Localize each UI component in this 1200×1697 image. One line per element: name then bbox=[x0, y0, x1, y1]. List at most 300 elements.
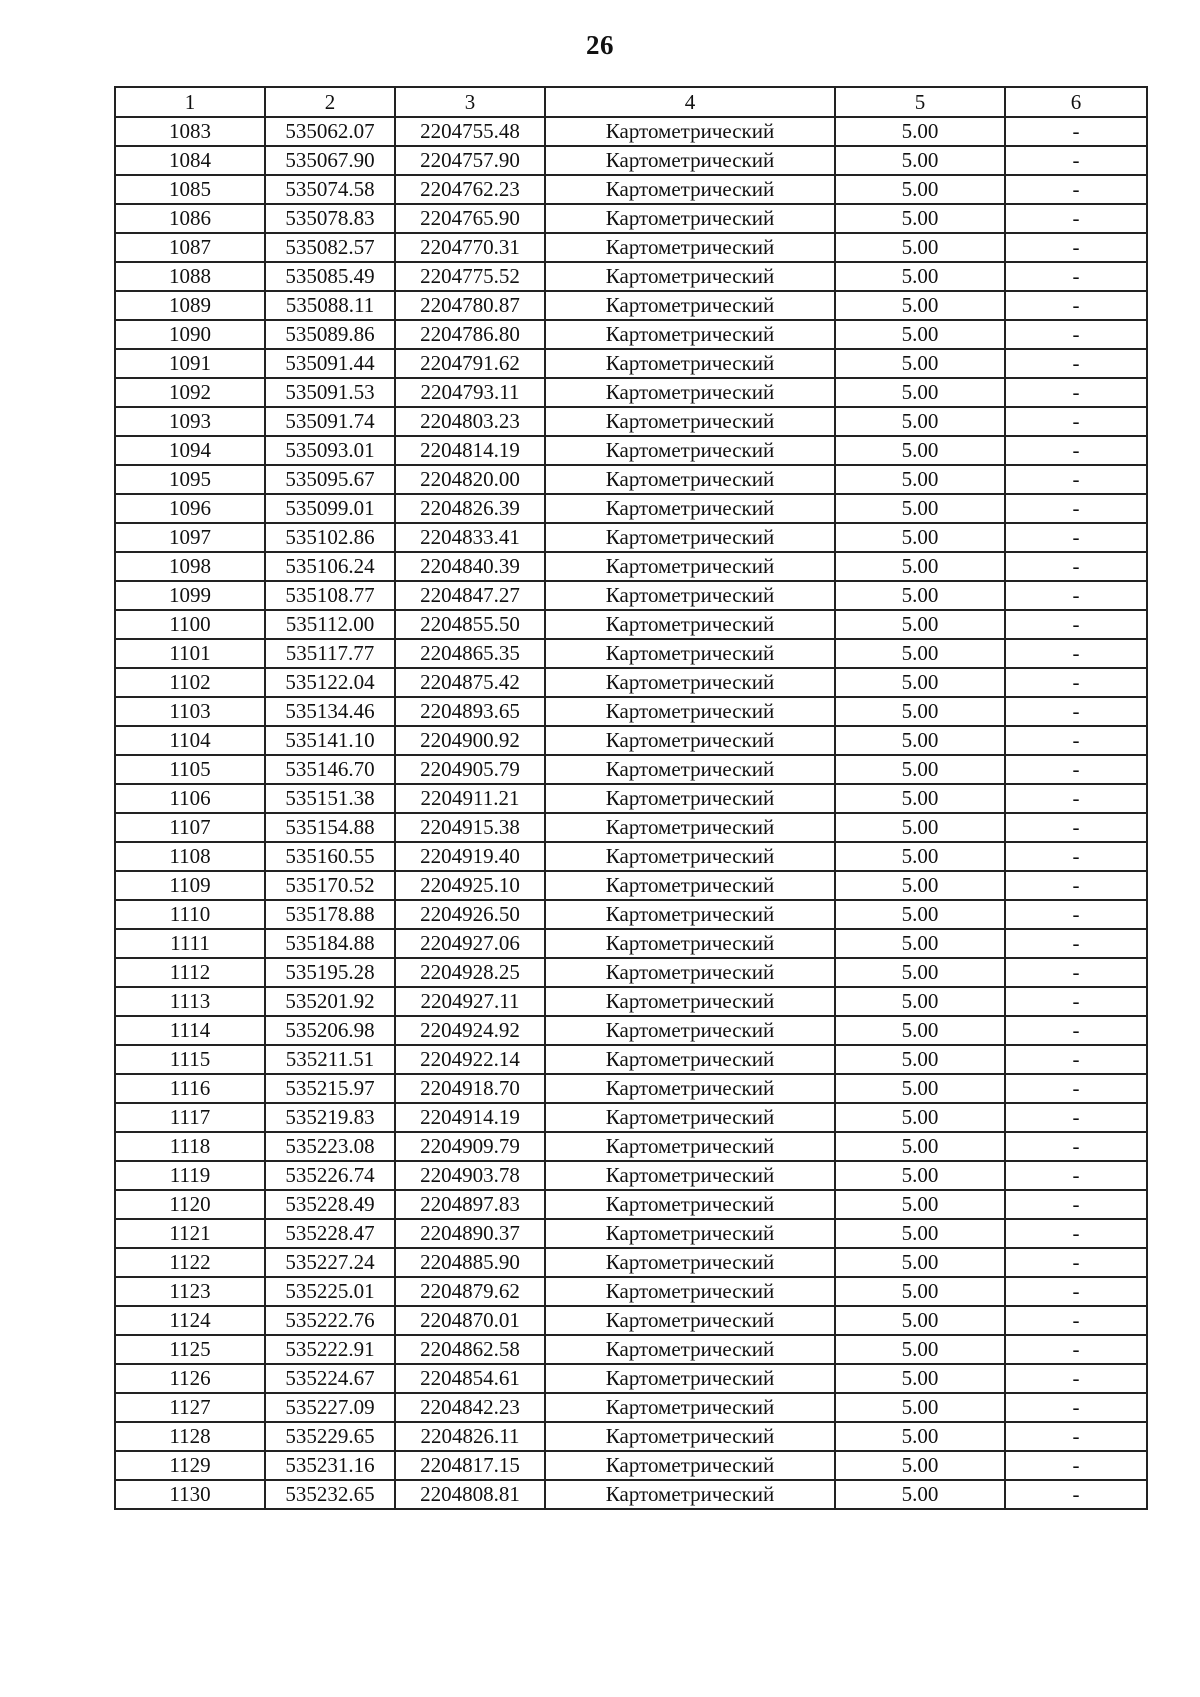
y-coordinate-cell: 2204879.62 bbox=[395, 1277, 545, 1306]
accuracy-cell: 5.00 bbox=[835, 900, 1005, 929]
y-coordinate-cell: 2204786.80 bbox=[395, 320, 545, 349]
x-coordinate-cell: 535228.49 bbox=[265, 1190, 395, 1219]
table-row bbox=[115, 987, 1147, 1016]
y-coordinate-cell: 2204911.21 bbox=[395, 784, 545, 813]
method-cell: Картометрический bbox=[545, 1103, 835, 1132]
y-coordinate-cell: 2204814.19 bbox=[395, 436, 545, 465]
description-cell: - bbox=[1005, 1132, 1147, 1161]
description-cell: - bbox=[1005, 1393, 1147, 1422]
y-coordinate-cell: 2204903.78 bbox=[395, 1161, 545, 1190]
description-cell: - bbox=[1005, 1306, 1147, 1335]
method-cell: Картометрический bbox=[545, 291, 835, 320]
x-coordinate-cell: 535226.74 bbox=[265, 1161, 395, 1190]
y-coordinate-cell: 2204780.87 bbox=[395, 291, 545, 320]
description-cell: - bbox=[1005, 465, 1147, 494]
column-header: 3 bbox=[395, 87, 545, 117]
accuracy-cell: 5.00 bbox=[835, 1045, 1005, 1074]
accuracy-cell: 5.00 bbox=[835, 1335, 1005, 1364]
point-number-cell: 1094 bbox=[115, 436, 265, 465]
method-cell: Картометрический bbox=[545, 407, 835, 436]
x-coordinate-cell: 535091.53 bbox=[265, 378, 395, 407]
accuracy-cell: 5.00 bbox=[835, 175, 1005, 204]
x-coordinate-cell: 535117.77 bbox=[265, 639, 395, 668]
y-coordinate-cell: 2204770.31 bbox=[395, 233, 545, 262]
method-cell: Картометрический bbox=[545, 1335, 835, 1364]
accuracy-cell: 5.00 bbox=[835, 958, 1005, 987]
x-coordinate-cell: 535106.24 bbox=[265, 552, 395, 581]
description-cell: - bbox=[1005, 436, 1147, 465]
point-number-cell: 1090 bbox=[115, 320, 265, 349]
accuracy-cell: 5.00 bbox=[835, 1074, 1005, 1103]
point-number-cell: 1107 bbox=[115, 813, 265, 842]
description-cell: - bbox=[1005, 1190, 1147, 1219]
accuracy-cell: 5.00 bbox=[835, 871, 1005, 900]
description-cell: - bbox=[1005, 204, 1147, 233]
table-row bbox=[115, 726, 1147, 755]
x-coordinate-cell: 535222.91 bbox=[265, 1335, 395, 1364]
y-coordinate-cell: 2204826.11 bbox=[395, 1422, 545, 1451]
x-coordinate-cell: 535102.86 bbox=[265, 523, 395, 552]
accuracy-cell: 5.00 bbox=[835, 1248, 1005, 1277]
method-cell: Картометрический bbox=[545, 175, 835, 204]
accuracy-cell: 5.00 bbox=[835, 639, 1005, 668]
description-cell: - bbox=[1005, 1277, 1147, 1306]
y-coordinate-cell: 2204922.14 bbox=[395, 1045, 545, 1074]
table-row bbox=[115, 523, 1147, 552]
y-coordinate-cell: 2204775.52 bbox=[395, 262, 545, 291]
accuracy-cell: 5.00 bbox=[835, 1103, 1005, 1132]
x-coordinate-cell: 535099.01 bbox=[265, 494, 395, 523]
description-cell: - bbox=[1005, 1480, 1147, 1509]
accuracy-cell: 5.00 bbox=[835, 784, 1005, 813]
description-cell: - bbox=[1005, 494, 1147, 523]
description-cell: - bbox=[1005, 958, 1147, 987]
description-cell: - bbox=[1005, 755, 1147, 784]
point-number-cell: 1127 bbox=[115, 1393, 265, 1422]
accuracy-cell: 5.00 bbox=[835, 465, 1005, 494]
point-number-cell: 1129 bbox=[115, 1451, 265, 1480]
x-coordinate-cell: 535085.49 bbox=[265, 262, 395, 291]
table-row bbox=[115, 494, 1147, 523]
method-cell: Картометрический bbox=[545, 117, 835, 146]
point-number-cell: 1083 bbox=[115, 117, 265, 146]
y-coordinate-cell: 2204905.79 bbox=[395, 755, 545, 784]
y-coordinate-cell: 2204840.39 bbox=[395, 552, 545, 581]
point-number-cell: 1093 bbox=[115, 407, 265, 436]
table-row bbox=[115, 900, 1147, 929]
y-coordinate-cell: 2204847.27 bbox=[395, 581, 545, 610]
method-cell: Картометрический bbox=[545, 1364, 835, 1393]
accuracy-cell: 5.00 bbox=[835, 1277, 1005, 1306]
method-cell: Картометрический bbox=[545, 494, 835, 523]
y-coordinate-cell: 2204808.81 bbox=[395, 1480, 545, 1509]
point-number-cell: 1102 bbox=[115, 668, 265, 697]
accuracy-cell: 5.00 bbox=[835, 842, 1005, 871]
description-cell: - bbox=[1005, 929, 1147, 958]
accuracy-cell: 5.00 bbox=[835, 291, 1005, 320]
table-row bbox=[115, 784, 1147, 813]
x-coordinate-cell: 535091.74 bbox=[265, 407, 395, 436]
accuracy-cell: 5.00 bbox=[835, 610, 1005, 639]
y-coordinate-cell: 2204862.58 bbox=[395, 1335, 545, 1364]
method-cell: Картометрический bbox=[545, 842, 835, 871]
accuracy-cell: 5.00 bbox=[835, 494, 1005, 523]
point-number-cell: 1126 bbox=[115, 1364, 265, 1393]
table-row bbox=[115, 1161, 1147, 1190]
x-coordinate-cell: 535228.47 bbox=[265, 1219, 395, 1248]
accuracy-cell: 5.00 bbox=[835, 755, 1005, 784]
table-row bbox=[115, 378, 1147, 407]
point-number-cell: 1104 bbox=[115, 726, 265, 755]
description-cell: - bbox=[1005, 784, 1147, 813]
description-cell: - bbox=[1005, 262, 1147, 291]
accuracy-cell: 5.00 bbox=[835, 581, 1005, 610]
y-coordinate-cell: 2204793.11 bbox=[395, 378, 545, 407]
table-row bbox=[115, 929, 1147, 958]
y-coordinate-cell: 2204757.90 bbox=[395, 146, 545, 175]
description-cell: - bbox=[1005, 523, 1147, 552]
accuracy-cell: 5.00 bbox=[835, 407, 1005, 436]
x-coordinate-cell: 535095.67 bbox=[265, 465, 395, 494]
method-cell: Картометрический bbox=[545, 320, 835, 349]
x-coordinate-cell: 535141.10 bbox=[265, 726, 395, 755]
x-coordinate-cell: 535178.88 bbox=[265, 900, 395, 929]
method-cell: Картометрический bbox=[545, 958, 835, 987]
description-cell: - bbox=[1005, 552, 1147, 581]
table-row bbox=[115, 1393, 1147, 1422]
x-coordinate-cell: 535219.83 bbox=[265, 1103, 395, 1132]
point-number-cell: 1123 bbox=[115, 1277, 265, 1306]
y-coordinate-cell: 2204820.00 bbox=[395, 465, 545, 494]
accuracy-cell: 5.00 bbox=[835, 320, 1005, 349]
description-cell: - bbox=[1005, 1451, 1147, 1480]
table-row bbox=[115, 639, 1147, 668]
point-number-cell: 1130 bbox=[115, 1480, 265, 1509]
method-cell: Картометрический bbox=[545, 987, 835, 1016]
table-row bbox=[115, 1045, 1147, 1074]
y-coordinate-cell: 2204927.11 bbox=[395, 987, 545, 1016]
point-number-cell: 1089 bbox=[115, 291, 265, 320]
x-coordinate-cell: 535062.07 bbox=[265, 117, 395, 146]
method-cell: Картометрический bbox=[545, 929, 835, 958]
y-coordinate-cell: 2204885.90 bbox=[395, 1248, 545, 1277]
method-cell: Картометрический bbox=[545, 668, 835, 697]
point-number-cell: 1124 bbox=[115, 1306, 265, 1335]
point-number-cell: 1112 bbox=[115, 958, 265, 987]
table-row bbox=[115, 262, 1147, 291]
accuracy-cell: 5.00 bbox=[835, 436, 1005, 465]
y-coordinate-cell: 2204870.01 bbox=[395, 1306, 545, 1335]
accuracy-cell: 5.00 bbox=[835, 262, 1005, 291]
x-coordinate-cell: 535082.57 bbox=[265, 233, 395, 262]
point-number-cell: 1106 bbox=[115, 784, 265, 813]
y-coordinate-cell: 2204927.06 bbox=[395, 929, 545, 958]
description-cell: - bbox=[1005, 407, 1147, 436]
table-row bbox=[115, 1074, 1147, 1103]
method-cell: Картометрический bbox=[545, 1480, 835, 1509]
method-cell: Картометрический bbox=[545, 436, 835, 465]
method-cell: Картометрический bbox=[545, 146, 835, 175]
y-coordinate-cell: 2204865.35 bbox=[395, 639, 545, 668]
column-header: 5 bbox=[835, 87, 1005, 117]
point-number-cell: 1125 bbox=[115, 1335, 265, 1364]
y-coordinate-cell: 2204900.92 bbox=[395, 726, 545, 755]
table-row bbox=[115, 552, 1147, 581]
y-coordinate-cell: 2204919.40 bbox=[395, 842, 545, 871]
point-number-cell: 1086 bbox=[115, 204, 265, 233]
method-cell: Картометрический bbox=[545, 1132, 835, 1161]
description-cell: - bbox=[1005, 1219, 1147, 1248]
point-number-cell: 1119 bbox=[115, 1161, 265, 1190]
table-row bbox=[115, 1364, 1147, 1393]
point-number-cell: 1088 bbox=[115, 262, 265, 291]
point-number-cell: 1101 bbox=[115, 639, 265, 668]
table-row bbox=[115, 697, 1147, 726]
accuracy-cell: 5.00 bbox=[835, 1422, 1005, 1451]
point-number-cell: 1118 bbox=[115, 1132, 265, 1161]
method-cell: Картометрический bbox=[545, 204, 835, 233]
x-coordinate-cell: 535151.38 bbox=[265, 784, 395, 813]
description-cell: - bbox=[1005, 610, 1147, 639]
point-number-cell: 1113 bbox=[115, 987, 265, 1016]
table-row bbox=[115, 291, 1147, 320]
x-coordinate-cell: 535195.28 bbox=[265, 958, 395, 987]
description-cell: - bbox=[1005, 668, 1147, 697]
column-header: 4 bbox=[545, 87, 835, 117]
point-number-cell: 1116 bbox=[115, 1074, 265, 1103]
table-row bbox=[115, 1480, 1147, 1509]
method-cell: Картометрический bbox=[545, 233, 835, 262]
y-coordinate-cell: 2204918.70 bbox=[395, 1074, 545, 1103]
x-coordinate-cell: 535224.67 bbox=[265, 1364, 395, 1393]
accuracy-cell: 5.00 bbox=[835, 1132, 1005, 1161]
table-row bbox=[115, 1132, 1147, 1161]
accuracy-cell: 5.00 bbox=[835, 1219, 1005, 1248]
description-cell: - bbox=[1005, 1364, 1147, 1393]
method-cell: Картометрический bbox=[545, 581, 835, 610]
method-cell: Картометрический bbox=[545, 871, 835, 900]
x-coordinate-cell: 535074.58 bbox=[265, 175, 395, 204]
table-row bbox=[115, 842, 1147, 871]
table-row bbox=[115, 175, 1147, 204]
y-coordinate-cell: 2204893.65 bbox=[395, 697, 545, 726]
description-cell: - bbox=[1005, 987, 1147, 1016]
point-number-cell: 1120 bbox=[115, 1190, 265, 1219]
point-number-cell: 1109 bbox=[115, 871, 265, 900]
method-cell: Картометрический bbox=[545, 1248, 835, 1277]
description-cell: - bbox=[1005, 378, 1147, 407]
accuracy-cell: 5.00 bbox=[835, 146, 1005, 175]
point-number-cell: 1111 bbox=[115, 929, 265, 958]
column-header: 2 bbox=[265, 87, 395, 117]
description-cell: - bbox=[1005, 1335, 1147, 1364]
method-cell: Картометрический bbox=[545, 1422, 835, 1451]
method-cell: Картометрический bbox=[545, 1016, 835, 1045]
table-row bbox=[115, 1016, 1147, 1045]
description-cell: - bbox=[1005, 349, 1147, 378]
x-coordinate-cell: 535211.51 bbox=[265, 1045, 395, 1074]
point-number-cell: 1103 bbox=[115, 697, 265, 726]
method-cell: Картометрический bbox=[545, 552, 835, 581]
point-number-cell: 1085 bbox=[115, 175, 265, 204]
x-coordinate-cell: 535206.98 bbox=[265, 1016, 395, 1045]
method-cell: Картометрический bbox=[545, 1074, 835, 1103]
accuracy-cell: 5.00 bbox=[835, 523, 1005, 552]
accuracy-cell: 5.00 bbox=[835, 987, 1005, 1016]
method-cell: Картометрический bbox=[545, 697, 835, 726]
table-row bbox=[115, 581, 1147, 610]
point-number-cell: 1121 bbox=[115, 1219, 265, 1248]
column-header: 1 bbox=[115, 87, 265, 117]
description-cell: - bbox=[1005, 581, 1147, 610]
x-coordinate-cell: 535215.97 bbox=[265, 1074, 395, 1103]
table-row bbox=[115, 436, 1147, 465]
method-cell: Картометрический bbox=[545, 1219, 835, 1248]
y-coordinate-cell: 2204803.23 bbox=[395, 407, 545, 436]
table-row bbox=[115, 407, 1147, 436]
table-row bbox=[115, 668, 1147, 697]
y-coordinate-cell: 2204833.41 bbox=[395, 523, 545, 552]
description-cell: - bbox=[1005, 842, 1147, 871]
y-coordinate-cell: 2204791.62 bbox=[395, 349, 545, 378]
y-coordinate-cell: 2204765.90 bbox=[395, 204, 545, 233]
x-coordinate-cell: 535201.92 bbox=[265, 987, 395, 1016]
x-coordinate-cell: 535146.70 bbox=[265, 755, 395, 784]
table-row bbox=[115, 204, 1147, 233]
x-coordinate-cell: 535108.77 bbox=[265, 581, 395, 610]
table-row bbox=[115, 349, 1147, 378]
y-coordinate-cell: 2204855.50 bbox=[395, 610, 545, 639]
accuracy-cell: 5.00 bbox=[835, 204, 1005, 233]
description-cell: - bbox=[1005, 900, 1147, 929]
point-number-cell: 1092 bbox=[115, 378, 265, 407]
x-coordinate-cell: 535170.52 bbox=[265, 871, 395, 900]
y-coordinate-cell: 2204909.79 bbox=[395, 1132, 545, 1161]
y-coordinate-cell: 2204842.23 bbox=[395, 1393, 545, 1422]
x-coordinate-cell: 535091.44 bbox=[265, 349, 395, 378]
method-cell: Картометрический bbox=[545, 755, 835, 784]
method-cell: Картометрический bbox=[545, 726, 835, 755]
description-cell: - bbox=[1005, 1045, 1147, 1074]
table-row bbox=[115, 813, 1147, 842]
x-coordinate-cell: 535093.01 bbox=[265, 436, 395, 465]
x-coordinate-cell: 535231.16 bbox=[265, 1451, 395, 1480]
description-cell: - bbox=[1005, 871, 1147, 900]
accuracy-cell: 5.00 bbox=[835, 1161, 1005, 1190]
description-cell: - bbox=[1005, 697, 1147, 726]
table-row bbox=[115, 465, 1147, 494]
x-coordinate-cell: 535067.90 bbox=[265, 146, 395, 175]
table-row bbox=[115, 610, 1147, 639]
method-cell: Картометрический bbox=[545, 1161, 835, 1190]
accuracy-cell: 5.00 bbox=[835, 726, 1005, 755]
point-number-cell: 1096 bbox=[115, 494, 265, 523]
table-row bbox=[115, 871, 1147, 900]
description-cell: - bbox=[1005, 233, 1147, 262]
point-number-cell: 1087 bbox=[115, 233, 265, 262]
table-row bbox=[115, 320, 1147, 349]
table-row bbox=[115, 1219, 1147, 1248]
table-row bbox=[115, 117, 1147, 146]
point-number-cell: 1110 bbox=[115, 900, 265, 929]
method-cell: Картометрический bbox=[545, 523, 835, 552]
table-row bbox=[115, 755, 1147, 784]
description-cell: - bbox=[1005, 291, 1147, 320]
description-cell: - bbox=[1005, 1016, 1147, 1045]
point-number-cell: 1095 bbox=[115, 465, 265, 494]
table-body bbox=[115, 117, 1147, 1509]
y-coordinate-cell: 2204854.61 bbox=[395, 1364, 545, 1393]
x-coordinate-cell: 535089.86 bbox=[265, 320, 395, 349]
description-cell: - bbox=[1005, 813, 1147, 842]
accuracy-cell: 5.00 bbox=[835, 552, 1005, 581]
point-number-cell: 1105 bbox=[115, 755, 265, 784]
point-number-cell: 1097 bbox=[115, 523, 265, 552]
table-row bbox=[115, 1190, 1147, 1219]
x-coordinate-cell: 535222.76 bbox=[265, 1306, 395, 1335]
table-header bbox=[115, 87, 1147, 117]
accuracy-cell: 5.00 bbox=[835, 929, 1005, 958]
description-cell: - bbox=[1005, 175, 1147, 204]
accuracy-cell: 5.00 bbox=[835, 1190, 1005, 1219]
accuracy-cell: 5.00 bbox=[835, 1364, 1005, 1393]
x-coordinate-cell: 535154.88 bbox=[265, 813, 395, 842]
accuracy-cell: 5.00 bbox=[835, 378, 1005, 407]
description-cell: - bbox=[1005, 1248, 1147, 1277]
method-cell: Картометрический bbox=[545, 1451, 835, 1480]
x-coordinate-cell: 535134.46 bbox=[265, 697, 395, 726]
y-coordinate-cell: 2204875.42 bbox=[395, 668, 545, 697]
point-number-cell: 1098 bbox=[115, 552, 265, 581]
method-cell: Картометрический bbox=[545, 349, 835, 378]
x-coordinate-cell: 535112.00 bbox=[265, 610, 395, 639]
accuracy-cell: 5.00 bbox=[835, 1393, 1005, 1422]
method-cell: Картометрический bbox=[545, 378, 835, 407]
method-cell: Картометрический bbox=[545, 1277, 835, 1306]
x-coordinate-cell: 535078.83 bbox=[265, 204, 395, 233]
page-number: 26 bbox=[586, 30, 614, 60]
point-number-cell: 1108 bbox=[115, 842, 265, 871]
method-cell: Картометрический bbox=[545, 900, 835, 929]
point-number-cell: 1128 bbox=[115, 1422, 265, 1451]
point-number-cell: 1115 bbox=[115, 1045, 265, 1074]
method-cell: Картометрический bbox=[545, 465, 835, 494]
accuracy-cell: 5.00 bbox=[835, 813, 1005, 842]
point-number-cell: 1091 bbox=[115, 349, 265, 378]
point-number-cell: 1100 bbox=[115, 610, 265, 639]
point-number-cell: 1117 bbox=[115, 1103, 265, 1132]
table-row bbox=[115, 1277, 1147, 1306]
table-row bbox=[115, 1422, 1147, 1451]
y-coordinate-cell: 2204762.23 bbox=[395, 175, 545, 204]
point-number-cell: 1114 bbox=[115, 1016, 265, 1045]
table-row bbox=[115, 1306, 1147, 1335]
header-row bbox=[115, 87, 1147, 117]
accuracy-cell: 5.00 bbox=[835, 1451, 1005, 1480]
method-cell: Картометрический bbox=[545, 610, 835, 639]
point-number-cell: 1099 bbox=[115, 581, 265, 610]
table-row bbox=[115, 1248, 1147, 1277]
table-row bbox=[115, 1335, 1147, 1364]
accuracy-cell: 5.00 bbox=[835, 349, 1005, 378]
description-cell: - bbox=[1005, 1103, 1147, 1132]
description-cell: - bbox=[1005, 1074, 1147, 1103]
table-row bbox=[115, 1451, 1147, 1480]
accuracy-cell: 5.00 bbox=[835, 233, 1005, 262]
description-cell: - bbox=[1005, 117, 1147, 146]
accuracy-cell: 5.00 bbox=[835, 1480, 1005, 1509]
x-coordinate-cell: 535122.04 bbox=[265, 668, 395, 697]
